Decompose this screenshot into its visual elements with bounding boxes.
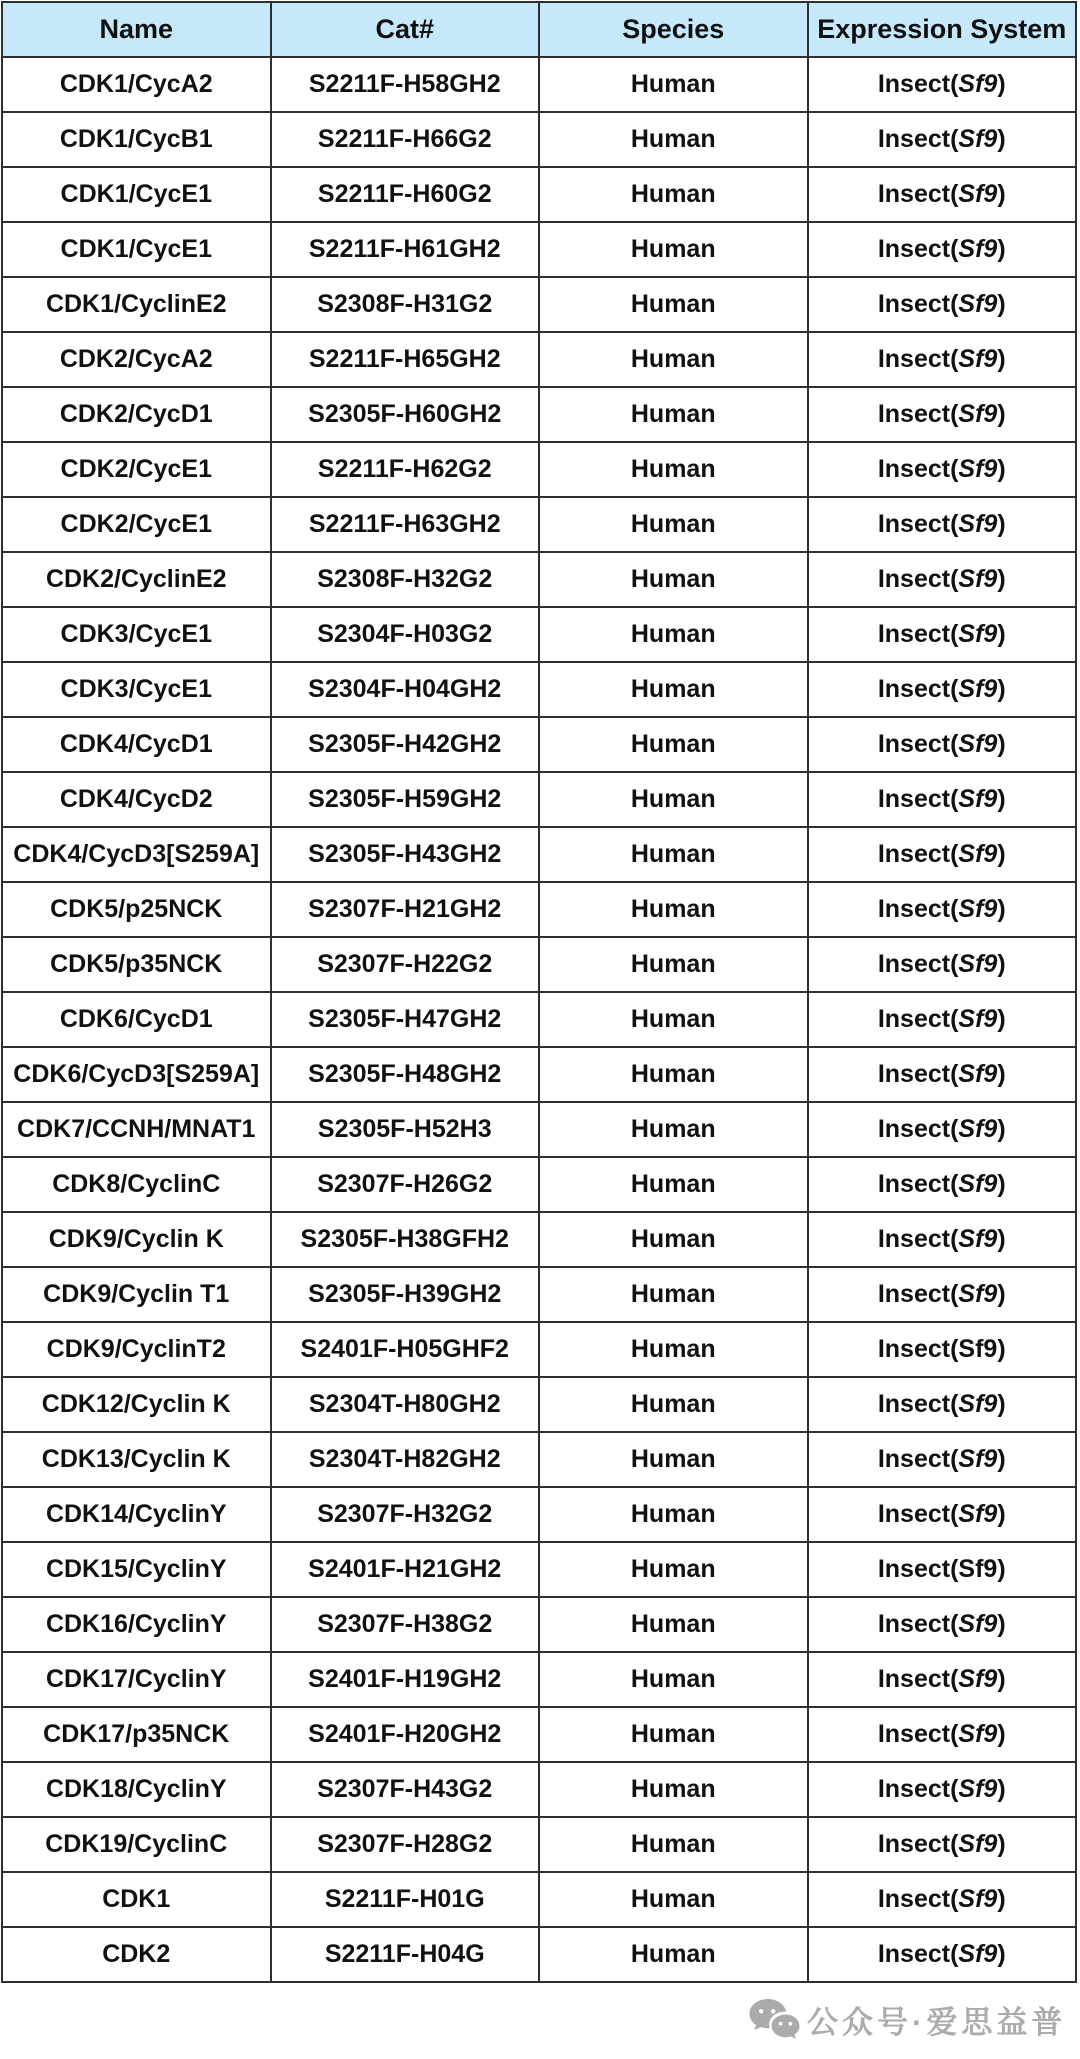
species-cell: Human xyxy=(539,1652,808,1707)
expression-prefix: Insect( xyxy=(877,1885,959,1913)
species-cell: Human xyxy=(539,497,808,552)
strain-name: Sf9 xyxy=(958,1500,998,1528)
expression-suffix: ) xyxy=(997,70,1006,98)
species-cell: Human xyxy=(539,1597,808,1652)
expression-suffix: ) xyxy=(997,125,1006,153)
expression-prefix: Insect( xyxy=(877,125,959,153)
species-cell: Human xyxy=(539,57,808,112)
catalog-number-cell: S2307F-H38G2 xyxy=(271,1597,540,1652)
expression-system-cell xyxy=(808,387,1077,442)
expression-suffix: ) xyxy=(997,290,1006,318)
expression-system-cell xyxy=(808,1762,1077,1817)
expression-system-cell xyxy=(808,1817,1077,1872)
expression-prefix: Insect( xyxy=(877,1005,959,1033)
expression-system-cell xyxy=(808,937,1077,992)
expression-suffix: ) xyxy=(997,345,1006,373)
expression-system-cell xyxy=(808,1212,1077,1267)
strain-name: Sf9 xyxy=(958,1170,998,1198)
strain-name: Sf9 xyxy=(958,510,998,538)
species-cell: Human xyxy=(539,882,808,937)
expression-prefix: Insect( xyxy=(877,1775,959,1803)
catalog-number-cell: S2211F-H04G xyxy=(271,1927,540,1982)
strain-name: Sf9 xyxy=(958,70,998,98)
expression-system-cell xyxy=(808,497,1077,552)
table-row xyxy=(2,1487,1076,1542)
name-cell: CDK1/CyclinE2 xyxy=(2,277,271,332)
name-cell: CDK9/CyclinT2 xyxy=(2,1322,271,1377)
table-row xyxy=(2,277,1076,332)
name-cell: CDK1/CycE1 xyxy=(2,222,271,277)
catalog-number-cell: S2211F-H60G2 xyxy=(271,167,540,222)
name-cell: CDK17/CyclinY xyxy=(2,1652,271,1707)
strain-name: Sf9 xyxy=(958,950,998,978)
expression-system-cell xyxy=(808,222,1077,277)
expression-suffix: ) xyxy=(997,1885,1006,1913)
name-cell: CDK2/CycD1 xyxy=(2,387,271,442)
expression-system-cell xyxy=(808,1542,1077,1597)
strain-name: Sf9 xyxy=(958,1115,998,1143)
expression-suffix: ) xyxy=(997,1170,1006,1198)
expression-suffix: ) xyxy=(997,840,1006,868)
catalog-number-cell: S2211F-H63GH2 xyxy=(271,497,540,552)
species-cell: Human xyxy=(539,717,808,772)
expression-prefix: Insect( xyxy=(877,180,959,208)
catalog-number-cell: S2305F-H43GH2 xyxy=(271,827,540,882)
expression-suffix: ) xyxy=(997,1060,1006,1088)
expression-suffix: ) xyxy=(997,1720,1006,1748)
catalog-number-cell: S2211F-H01G xyxy=(271,1872,540,1927)
name-cell: CDK19/CyclinC xyxy=(2,1817,271,1872)
species-cell: Human xyxy=(539,1707,808,1762)
species-cell: Human xyxy=(539,277,808,332)
table-row xyxy=(2,1762,1076,1817)
name-cell: CDK7/CCNH/MNAT1 xyxy=(2,1102,271,1157)
name-cell: CDK2/CyclinE2 xyxy=(2,552,271,607)
species-cell: Human xyxy=(539,1542,808,1597)
expression-system-cell xyxy=(808,1872,1077,1927)
strain-name: Sf9 xyxy=(958,840,998,868)
expression-suffix: ) xyxy=(997,1665,1006,1693)
catalog-number-cell: S2307F-H26G2 xyxy=(271,1157,540,1212)
table-row xyxy=(2,1102,1076,1157)
expression-system-cell xyxy=(808,717,1077,772)
table-row xyxy=(2,1267,1076,1322)
table-row xyxy=(2,167,1076,222)
expression-system-cell xyxy=(808,1927,1077,1982)
expression-prefix: Insect( xyxy=(877,1390,959,1418)
species-cell: Human xyxy=(539,332,808,387)
table-row xyxy=(2,442,1076,497)
expression-suffix: ) xyxy=(997,1005,1006,1033)
strain-name: Sf9 xyxy=(958,290,998,318)
expression-suffix: ) xyxy=(997,400,1006,428)
expression-prefix: Insect( xyxy=(877,785,959,813)
catalog-number-cell: S2211F-H61GH2 xyxy=(271,222,540,277)
expression-prefix: Insect( xyxy=(877,1610,959,1638)
table-row xyxy=(2,497,1076,552)
expression-suffix: ) xyxy=(997,1390,1006,1418)
name-cell: CDK9/Cyclin K xyxy=(2,1212,271,1267)
table-row xyxy=(2,1652,1076,1707)
expression-system-cell xyxy=(808,662,1077,717)
catalog-number-cell: S2211F-H62G2 xyxy=(271,442,540,497)
species-cell: Human xyxy=(539,1322,808,1377)
name-cell: CDK6/CycD3[S259A] xyxy=(2,1047,271,1102)
expression-system-cell xyxy=(808,1707,1077,1762)
table-row xyxy=(2,827,1076,882)
expression-system-cell xyxy=(808,442,1077,497)
expression-prefix: Insect( xyxy=(877,1555,959,1583)
expression-prefix: Insect( xyxy=(877,950,959,978)
expression-system-cell xyxy=(808,112,1077,167)
species-cell: Human xyxy=(539,1487,808,1542)
catalog-number-cell: S2305F-H52H3 xyxy=(271,1102,540,1157)
species-cell: Human xyxy=(539,1762,808,1817)
strain-name: Sf9 xyxy=(958,1335,998,1363)
name-cell: CDK14/CyclinY xyxy=(2,1487,271,1542)
strain-name: Sf9 xyxy=(958,1555,998,1583)
catalog-number-cell: S2308F-H31G2 xyxy=(271,277,540,332)
species-cell: Human xyxy=(539,1047,808,1102)
strain-name: Sf9 xyxy=(958,1445,998,1473)
expression-system-cell xyxy=(808,1102,1077,1157)
expression-suffix: ) xyxy=(997,1940,1006,1968)
species-cell: Human xyxy=(539,992,808,1047)
table-row xyxy=(2,1872,1076,1927)
catalog-number-cell: S2401F-H20GH2 xyxy=(271,1707,540,1762)
expression-system-cell xyxy=(808,1322,1077,1377)
catalog-number-cell: S2307F-H22G2 xyxy=(271,937,540,992)
species-cell: Human xyxy=(539,1377,808,1432)
name-cell: CDK6/CycD1 xyxy=(2,992,271,1047)
species-cell: Human xyxy=(539,772,808,827)
catalog-number-cell: S2305F-H38GFH2 xyxy=(271,1212,540,1267)
species-cell: Human xyxy=(539,1817,808,1872)
strain-name: Sf9 xyxy=(958,785,998,813)
name-cell: CDK1 xyxy=(2,1872,271,1927)
species-cell: Human xyxy=(539,1432,808,1487)
catalog-number-cell: S2307F-H28G2 xyxy=(271,1817,540,1872)
expression-prefix: Insect( xyxy=(877,1830,959,1858)
expression-prefix: Insect( xyxy=(877,895,959,923)
catalog-number-cell: S2305F-H59GH2 xyxy=(271,772,540,827)
expression-system-cell xyxy=(808,57,1077,112)
strain-name: Sf9 xyxy=(958,1830,998,1858)
table-row xyxy=(2,992,1076,1047)
expression-suffix: ) xyxy=(997,950,1006,978)
table-row xyxy=(2,1047,1076,1102)
catalog-number-cell: S2401F-H05GHF2 xyxy=(271,1322,540,1377)
table-row xyxy=(2,1542,1076,1597)
strain-name: Sf9 xyxy=(958,1940,998,1968)
species-cell: Human xyxy=(539,552,808,607)
name-cell: CDK16/CyclinY xyxy=(2,1597,271,1652)
expression-system-cell xyxy=(808,277,1077,332)
catalog-number-cell: S2305F-H47GH2 xyxy=(271,992,540,1047)
name-cell: CDK4/CycD1 xyxy=(2,717,271,772)
expression-suffix: ) xyxy=(997,785,1006,813)
expression-suffix: ) xyxy=(997,565,1006,593)
table-row xyxy=(2,1597,1076,1652)
name-cell: CDK5/p25NCK xyxy=(2,882,271,937)
strain-name: Sf9 xyxy=(958,620,998,648)
catalog-number-cell: S2211F-H66G2 xyxy=(271,112,540,167)
expression-prefix: Insect( xyxy=(877,1225,959,1253)
name-cell: CDK1/CycA2 xyxy=(2,57,271,112)
expression-system-cell xyxy=(808,992,1077,1047)
name-cell: CDK5/p35NCK xyxy=(2,937,271,992)
name-cell: CDK17/p35NCK xyxy=(2,1707,271,1762)
species-cell: Human xyxy=(539,662,808,717)
strain-name: Sf9 xyxy=(958,565,998,593)
strain-name: Sf9 xyxy=(958,730,998,758)
name-cell: CDK1/CycB1 xyxy=(2,112,271,167)
expression-suffix: ) xyxy=(997,1555,1006,1583)
expression-prefix: Insect( xyxy=(877,345,959,373)
table-row xyxy=(2,1707,1076,1762)
expression-system-cell xyxy=(808,772,1077,827)
expression-system-cell xyxy=(808,167,1077,222)
expression-prefix: Insect( xyxy=(877,290,959,318)
expression-system-cell xyxy=(808,1377,1077,1432)
name-cell: CDK4/CycD2 xyxy=(2,772,271,827)
table-row xyxy=(2,1322,1076,1377)
catalog-number-cell: S2401F-H21GH2 xyxy=(271,1542,540,1597)
catalog-number-cell: S2305F-H60GH2 xyxy=(271,387,540,442)
expression-suffix: ) xyxy=(997,1115,1006,1143)
expression-prefix: Insect( xyxy=(877,400,959,428)
name-cell: CDK3/CycE1 xyxy=(2,662,271,717)
catalog-number-cell: S2304T-H82GH2 xyxy=(271,1432,540,1487)
table-row xyxy=(2,1157,1076,1212)
name-cell: CDK15/CyclinY xyxy=(2,1542,271,1597)
name-cell: CDK9/Cyclin T1 xyxy=(2,1267,271,1322)
strain-name: Sf9 xyxy=(958,1665,998,1693)
table-row xyxy=(2,1377,1076,1432)
expression-suffix: ) xyxy=(997,1335,1006,1363)
expression-prefix: Insect( xyxy=(877,1280,959,1308)
watermark xyxy=(748,1997,1066,2042)
expression-suffix: ) xyxy=(997,1445,1006,1473)
catalog-number-cell: S2308F-H32G2 xyxy=(271,552,540,607)
expression-suffix: ) xyxy=(997,1225,1006,1253)
expression-suffix: ) xyxy=(997,510,1006,538)
expression-prefix: Insect( xyxy=(877,1170,959,1198)
catalog-number-cell: S2211F-H65GH2 xyxy=(271,332,540,387)
expression-system-cell xyxy=(808,1432,1077,1487)
expression-system-cell xyxy=(808,1652,1077,1707)
protein-table xyxy=(1,1,1077,1983)
expression-prefix: Insect( xyxy=(877,235,959,263)
species-cell: Human xyxy=(539,607,808,662)
catalog-number-cell: S2211F-H58GH2 xyxy=(271,57,540,112)
catalog-number-cell: S2307F-H21GH2 xyxy=(271,882,540,937)
table-row xyxy=(2,937,1076,992)
name-cell: CDK2/CycE1 xyxy=(2,497,271,552)
expression-suffix: ) xyxy=(997,235,1006,263)
expression-prefix: Insect( xyxy=(877,730,959,758)
expression-prefix: Insect( xyxy=(877,675,959,703)
expression-prefix: Insect( xyxy=(877,1940,959,1968)
table-row xyxy=(2,1817,1076,1872)
expression-suffix: ) xyxy=(997,1280,1006,1308)
column-header-expression-system: Expression System xyxy=(808,2,1077,57)
strain-name: Sf9 xyxy=(958,1885,998,1913)
species-cell: Human xyxy=(539,1872,808,1927)
column-header-name: Name xyxy=(2,2,271,57)
table-row xyxy=(2,772,1076,827)
table-row xyxy=(2,1927,1076,1982)
strain-name: Sf9 xyxy=(958,180,998,208)
species-cell: Human xyxy=(539,1102,808,1157)
expression-suffix: ) xyxy=(997,1775,1006,1803)
expression-system-cell xyxy=(808,1047,1077,1102)
strain-name: Sf9 xyxy=(958,400,998,428)
expression-system-cell xyxy=(808,607,1077,662)
expression-prefix: Insect( xyxy=(877,1500,959,1528)
table-row xyxy=(2,57,1076,112)
expression-prefix: Insect( xyxy=(877,620,959,648)
name-cell: CDK3/CycE1 xyxy=(2,607,271,662)
expression-prefix: Insect( xyxy=(877,565,959,593)
species-cell: Human xyxy=(539,1212,808,1267)
name-cell: CDK18/CyclinY xyxy=(2,1762,271,1817)
catalog-number-cell: S2305F-H48GH2 xyxy=(271,1047,540,1102)
species-cell: Human xyxy=(539,827,808,882)
expression-suffix: ) xyxy=(997,730,1006,758)
name-cell: CDK2/CycE1 xyxy=(2,442,271,497)
species-cell: Human xyxy=(539,167,808,222)
expression-system-cell xyxy=(808,552,1077,607)
expression-prefix: Insect( xyxy=(877,1665,959,1693)
expression-prefix: Insect( xyxy=(877,1115,959,1143)
strain-name: Sf9 xyxy=(958,1390,998,1418)
catalog-number-cell: S2304T-H80GH2 xyxy=(271,1377,540,1432)
species-cell: Human xyxy=(539,1267,808,1322)
table-row xyxy=(2,1212,1076,1267)
name-cell: CDK8/CyclinC xyxy=(2,1157,271,1212)
expression-system-cell xyxy=(808,1157,1077,1212)
name-cell: CDK1/CycE1 xyxy=(2,167,271,222)
strain-name: Sf9 xyxy=(958,895,998,923)
table-row xyxy=(2,387,1076,442)
catalog-number-cell: S2401F-H19GH2 xyxy=(271,1652,540,1707)
species-cell: Human xyxy=(539,112,808,167)
expression-prefix: Insect( xyxy=(877,1445,959,1473)
wechat-icon xyxy=(748,1998,800,2042)
table-row xyxy=(2,112,1076,167)
catalog-number-cell: S2307F-H32G2 xyxy=(271,1487,540,1542)
name-cell: CDK13/Cyclin K xyxy=(2,1432,271,1487)
table-row xyxy=(2,662,1076,717)
expression-system-cell xyxy=(808,1487,1077,1542)
table-row xyxy=(2,717,1076,772)
expression-system-cell xyxy=(808,1267,1077,1322)
expression-suffix: ) xyxy=(997,1830,1006,1858)
expression-system-cell xyxy=(808,827,1077,882)
expression-suffix: ) xyxy=(997,675,1006,703)
catalog-number-cell: S2304F-H04GH2 xyxy=(271,662,540,717)
strain-name: Sf9 xyxy=(958,345,998,373)
expression-system-cell xyxy=(808,332,1077,387)
species-cell: Human xyxy=(539,937,808,992)
table-row xyxy=(2,332,1076,387)
expression-system-cell xyxy=(808,882,1077,937)
catalog-number-cell: S2307F-H43G2 xyxy=(271,1762,540,1817)
strain-name: Sf9 xyxy=(958,125,998,153)
expression-prefix: Insect( xyxy=(877,840,959,868)
catalog-number-cell: S2304F-H03G2 xyxy=(271,607,540,662)
strain-name: Sf9 xyxy=(958,235,998,263)
watermark-text: 公众号·爱思益普 xyxy=(807,2005,1067,2040)
strain-name: Sf9 xyxy=(958,1005,998,1033)
catalog-number-cell: S2305F-H42GH2 xyxy=(271,717,540,772)
strain-name: Sf9 xyxy=(958,1060,998,1088)
species-cell: Human xyxy=(539,387,808,442)
expression-prefix: Insect( xyxy=(877,70,959,98)
strain-name: Sf9 xyxy=(958,1720,998,1748)
expression-prefix: Insect( xyxy=(877,1335,959,1363)
table-row xyxy=(2,607,1076,662)
name-cell: CDK12/Cyclin K xyxy=(2,1377,271,1432)
header-row xyxy=(2,2,1076,57)
column-header-catalog-number: Cat# xyxy=(271,2,540,57)
expression-prefix: Insect( xyxy=(877,455,959,483)
strain-name: Sf9 xyxy=(958,1225,998,1253)
table-row xyxy=(2,1432,1076,1487)
expression-prefix: Insect( xyxy=(877,1060,959,1088)
name-cell: CDK2/CycA2 xyxy=(2,332,271,387)
expression-suffix: ) xyxy=(997,180,1006,208)
expression-system-cell xyxy=(808,1597,1077,1652)
expression-prefix: Insect( xyxy=(877,510,959,538)
table-row xyxy=(2,882,1076,937)
expression-suffix: ) xyxy=(997,620,1006,648)
expression-suffix: ) xyxy=(997,455,1006,483)
strain-name: Sf9 xyxy=(958,455,998,483)
expression-suffix: ) xyxy=(997,895,1006,923)
strain-name: Sf9 xyxy=(958,1775,998,1803)
strain-name: Sf9 xyxy=(958,1610,998,1638)
name-cell: CDK2 xyxy=(2,1927,271,1982)
species-cell: Human xyxy=(539,442,808,497)
expression-suffix: ) xyxy=(997,1610,1006,1638)
column-header-species: Species xyxy=(539,2,808,57)
table-body xyxy=(2,57,1076,1982)
strain-name: Sf9 xyxy=(958,1280,998,1308)
catalog-number-cell: S2305F-H39GH2 xyxy=(271,1267,540,1322)
table-row xyxy=(2,552,1076,607)
species-cell: Human xyxy=(539,1927,808,1982)
table-row xyxy=(2,222,1076,277)
species-cell: Human xyxy=(539,222,808,277)
expression-suffix: ) xyxy=(997,1500,1006,1528)
expression-prefix: Insect( xyxy=(877,1720,959,1748)
name-cell: CDK4/CycD3[S259A] xyxy=(2,827,271,882)
strain-name: Sf9 xyxy=(958,675,998,703)
species-cell: Human xyxy=(539,1157,808,1212)
